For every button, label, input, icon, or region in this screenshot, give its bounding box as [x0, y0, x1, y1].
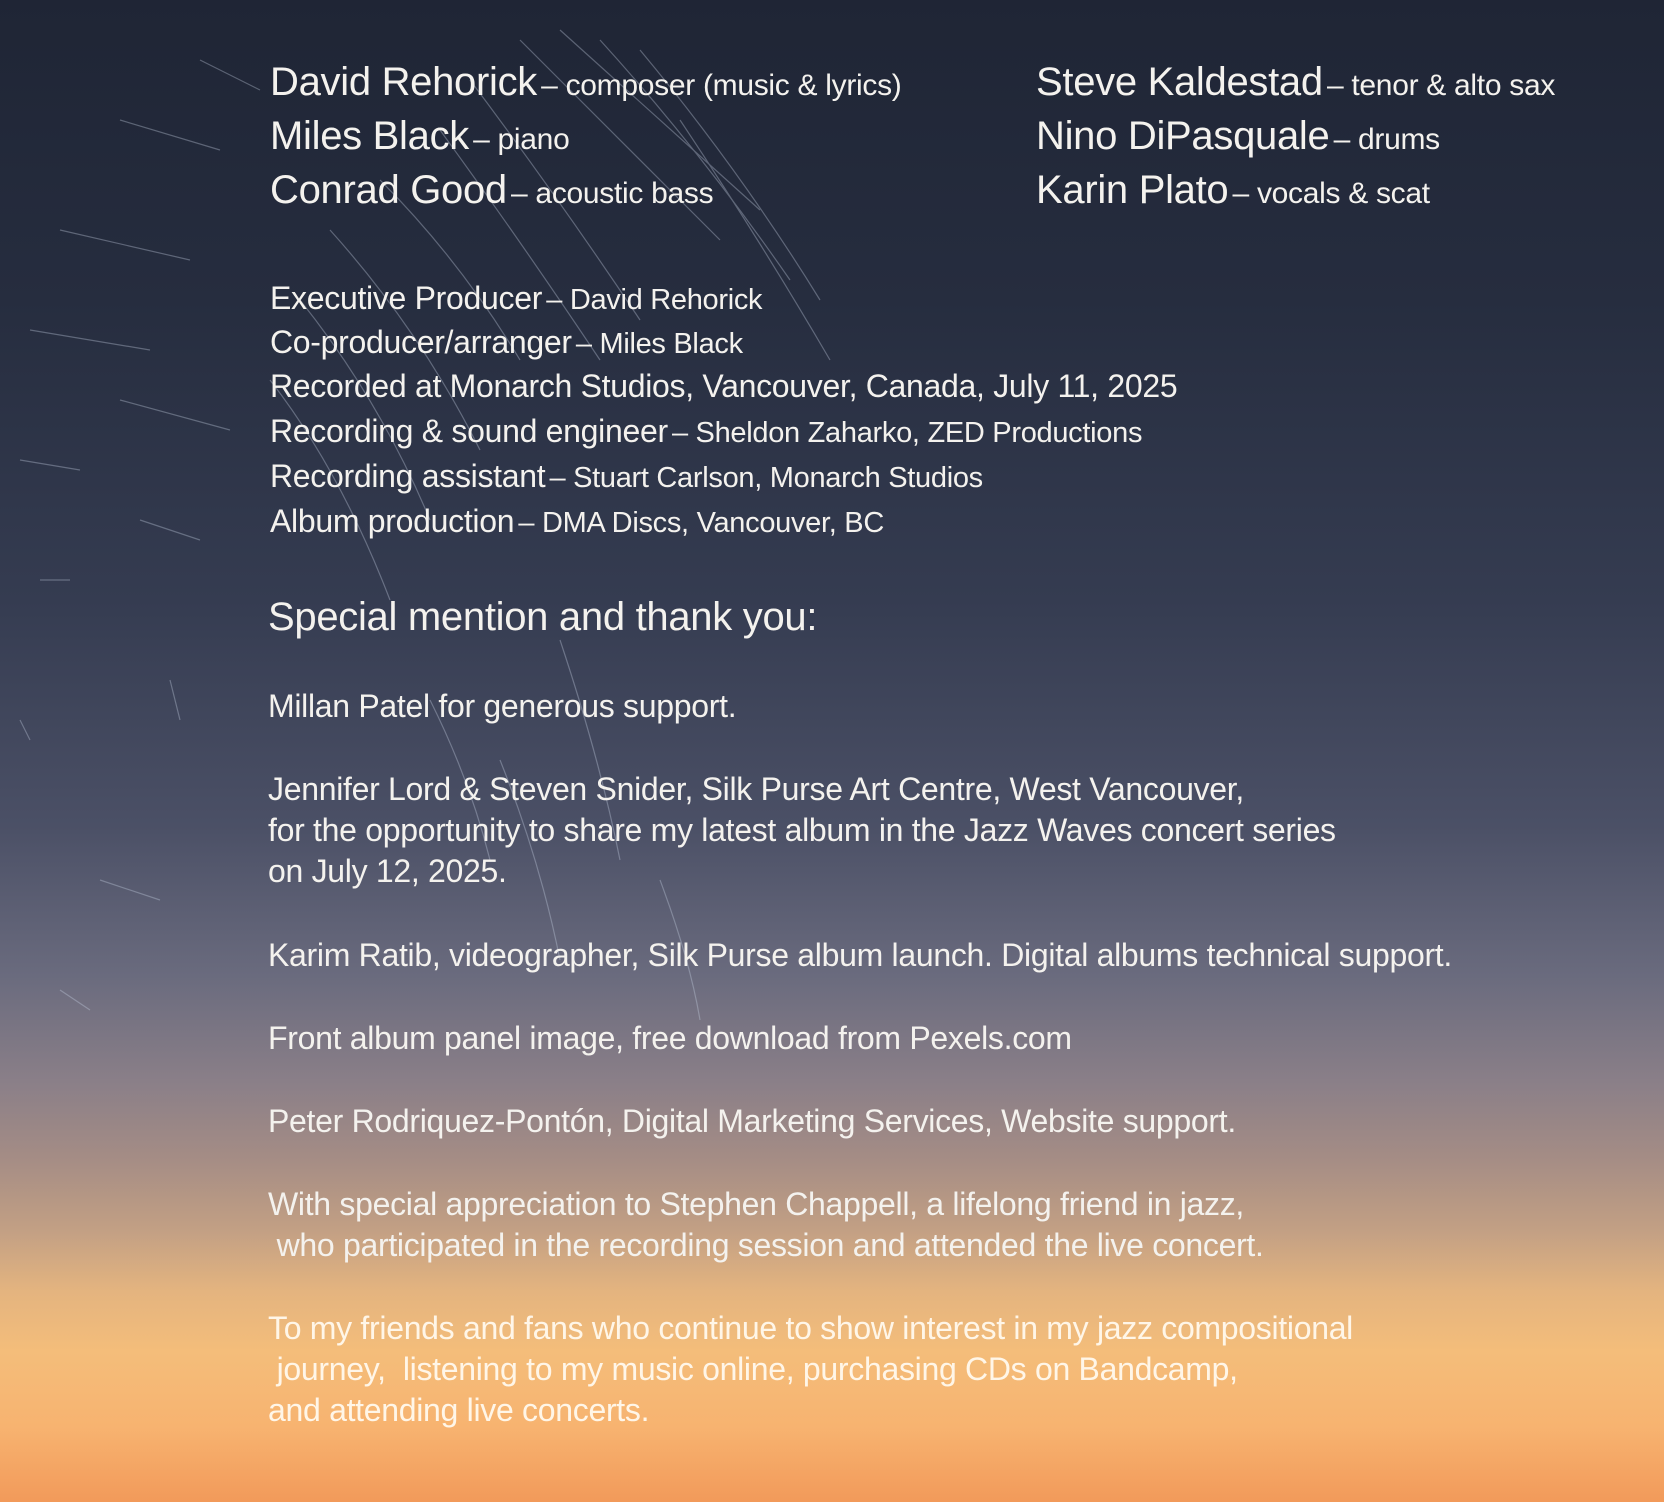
musician-line [270, 168, 713, 213]
credit-title: Album production [270, 503, 515, 539]
thanks-line: Millan Patel for generous support. [268, 688, 737, 724]
musician-role: – composer (music & lyrics) [541, 69, 902, 102]
musician-role: – drums [1333, 123, 1440, 156]
credit-line [270, 324, 743, 361]
credit-title: Recorded at Monarch Studios, Vancouver, Canada, July 11, 2025 [270, 368, 1178, 404]
thanks-heading: Special mention and thank you: [268, 595, 818, 639]
musician-name: Steve Kaldestad [1036, 60, 1323, 104]
credit-title: Recording assistant [270, 458, 546, 494]
musician-name: Nino DiPasquale [1036, 114, 1330, 158]
thanks-line: for the opportunity to share my latest album in the Jazz Waves concert series [268, 812, 1336, 848]
thanks-line: To my friends and fans who continue to show interest in my jazz compositional [268, 1310, 1353, 1346]
musician-role: – piano [473, 123, 570, 156]
credit-detail: – Sheldon Zaharko, ZED Productions [671, 417, 1143, 449]
musician-line [270, 114, 569, 159]
musician-role: – tenor & alto sax [1326, 69, 1556, 102]
musician-line [1036, 168, 1430, 213]
thanks-line: Front album panel image, free download from Pexels.com [268, 1020, 1072, 1056]
thanks-line: on July 12, 2025. [268, 853, 507, 889]
credit-line [270, 503, 884, 540]
musician-name: David Rehorick [270, 60, 538, 104]
musician-name: Conrad Good [270, 168, 507, 212]
credit-detail: – DMA Discs, Vancouver, BC [518, 507, 884, 539]
thanks-line: Karim Ratib, videographer, Silk Purse album launch. Digital albums technical support. [268, 937, 1452, 973]
credit-line [270, 280, 762, 317]
thanks-line: Jennifer Lord & Steven Snider, Silk Purse Art Centre, West Vancouver, [268, 771, 1244, 807]
musician-line [270, 60, 901, 105]
credit-title: Recording & sound engineer [270, 413, 668, 449]
musician-role: – vocals & scat [1232, 177, 1430, 210]
credit-detail: – Stuart Carlson, Monarch Studios [549, 462, 983, 494]
musician-name: Karin Plato [1036, 168, 1229, 212]
thanks-line: Peter Rodriquez-Pontón, Digital Marketing Services, Website support. [268, 1103, 1236, 1139]
credit-line [270, 368, 1177, 405]
credit-line [270, 458, 983, 495]
thanks-line: and attending live concerts. [268, 1392, 650, 1428]
credit-title: Executive Producer [270, 280, 543, 316]
musician-line [1036, 60, 1555, 105]
thanks-line: journey, listening to my music online, purchasing CDs on Bandcamp, [268, 1351, 1238, 1387]
thanks-line: who participated in the recording session and attended the live concert. [268, 1227, 1264, 1263]
thanks-line: With special appreciation to Stephen Chappell, a lifelong friend in jazz, [268, 1186, 1245, 1222]
credit-line [270, 413, 1142, 450]
musician-role: – acoustic bass [511, 177, 714, 210]
musician-line [1036, 114, 1440, 159]
credit-title: Co-producer/arranger [270, 324, 572, 360]
credit-detail: – Miles Black [575, 328, 743, 360]
credit-detail: – David Rehorick [546, 284, 763, 316]
musician-name: Miles Black [270, 114, 469, 158]
